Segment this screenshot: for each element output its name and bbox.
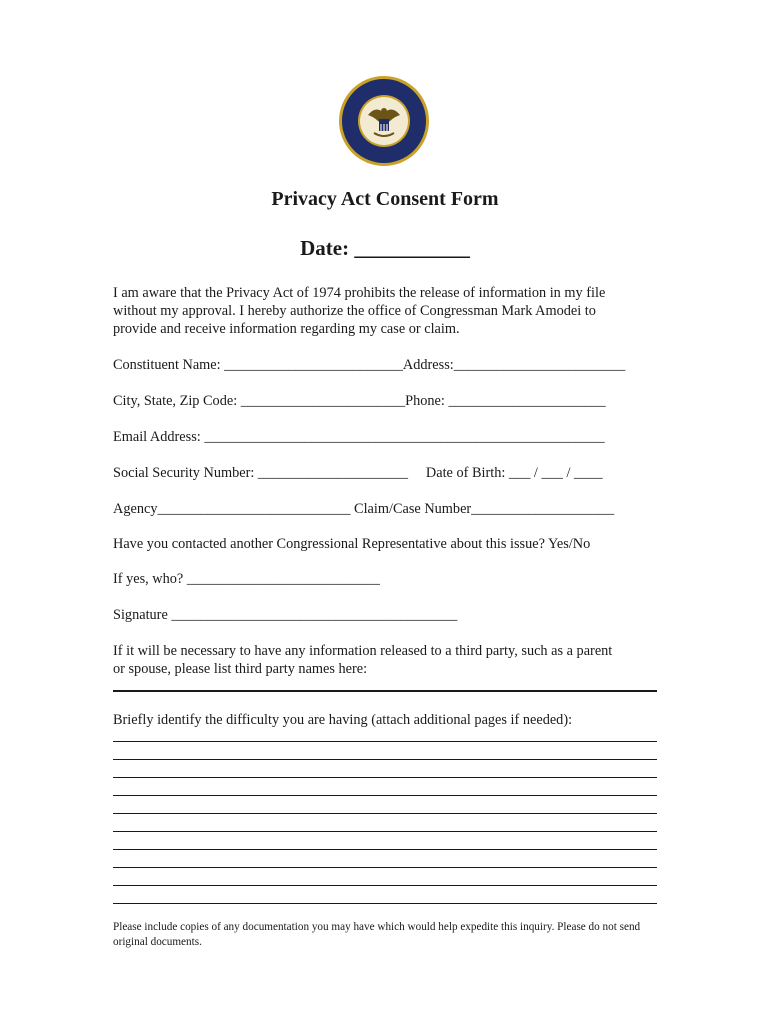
contacted-representative-question: Have you contacted another Congressional Representative about this issue? Yes/No <box>113 536 591 552</box>
difficulty-line[interactable] <box>113 759 657 760</box>
difficulty-line[interactable] <box>113 795 657 796</box>
if-yes-who-field[interactable]: If yes, who? ___________________________ <box>113 571 380 587</box>
email-address-field[interactable]: Email Address: ________________________________________________________ <box>113 429 605 445</box>
difficulty-line[interactable] <box>113 813 657 814</box>
difficulty-line[interactable] <box>113 885 657 886</box>
difficulty-prompt: Briefly identify the difficulty you are having (attach additional pages if needed): <box>113 712 573 728</box>
third-party-names-line[interactable] <box>113 690 657 692</box>
difficulty-line[interactable] <box>113 741 657 742</box>
agency-claim-number-field[interactable]: Agency___________________________ Claim/Case Number____________________ <box>113 501 615 517</box>
difficulty-line[interactable] <box>113 777 657 778</box>
difficulty-line[interactable] <box>113 831 657 832</box>
city-state-zip-phone-field[interactable]: City, State, Zip Code: _______________________Phone: ______________________ <box>113 393 606 409</box>
difficulty-line[interactable] <box>113 849 657 850</box>
house-seal-logo <box>338 75 430 167</box>
signature-field[interactable]: Signature ________________________________________ <box>113 607 458 623</box>
difficulty-line[interactable] <box>113 867 657 868</box>
date-field[interactable]: Date: ___________ <box>300 236 470 260</box>
privacy-act-statement: I am aware that the Privacy Act of 1974 prohibits the release of information in my file without my approval. I hereby authorize the office of Congressman Mark Amodei to provide and receive information regarding my case or claim. <box>113 285 606 337</box>
difficulty-line[interactable] <box>113 903 657 904</box>
documentation-note: Please include copies of any documentation you may have which would help expedite this inquiry. Please do not send original documents. <box>113 921 641 948</box>
constituent-name-address-field[interactable]: Constituent Name: _________________________Address:________________________ <box>113 357 626 373</box>
form-title: Privacy Act Consent Form <box>271 188 499 210</box>
third-party-instructions: If it will be necessary to have any information released to a third party, such as a parent or spouse, please list third party names here: <box>113 643 613 677</box>
ssn-dob-field[interactable]: Social Security Number: _____________________ Date of Birth: ___ / ___ / ____ <box>113 465 603 481</box>
